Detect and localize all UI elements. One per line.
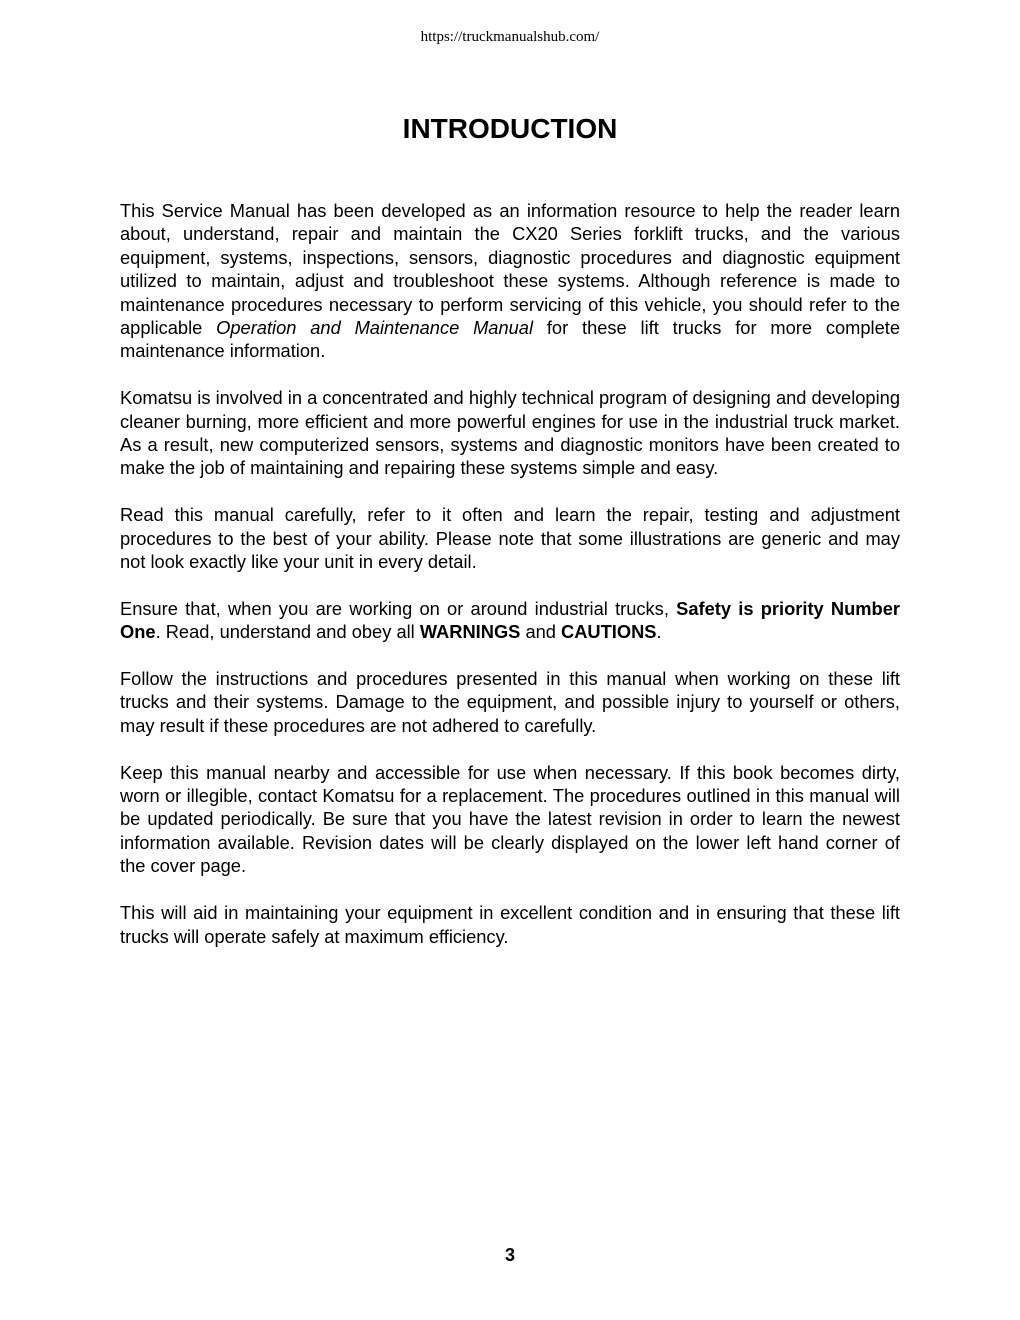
- paragraph-1: [120, 199, 900, 363]
- paragraph-4-text-c: and: [520, 621, 562, 643]
- paragraph-6: Keep this manual nearby and accessible for use when necessary. If this book becomes dirty, worn or illegible, contact Komatsu for a replacement. The procedures outlined in this manual will be updated periodically. Be sure that you have the latest revision in order to learn the newest information available. Revision dates will be clearly displayed on the lower left hand corner of the cover page.: [120, 761, 900, 877]
- document-body: [120, 199, 900, 971]
- paragraph-3: Read this manual carefully, refer to it often and learn the repair, testing and adjustment procedures to the best of your ability. Please note that some illustrations are generic and may not look exactly like your unit in every detail.: [120, 504, 900, 573]
- page-number: 3: [504, 1245, 515, 1265]
- warnings-bold: WARNINGS: [419, 621, 521, 643]
- paragraph-1-text-b: for these lift trucks for more complete maintenance information.: [120, 317, 900, 362]
- page-title: INTRODUCTION: [402, 113, 618, 144]
- manual-title-italic: Operation and Maintenance Manual: [216, 317, 534, 339]
- paragraph-4: [120, 597, 900, 644]
- cautions-bold: CAUTIONS: [561, 621, 657, 643]
- paragraph-7: This will aid in maintaining your equipment in excellent condition and in ensuring that these lift trucks will operate safely at maximum efficiency.: [120, 902, 900, 947]
- paragraph-5: Follow the instructions and procedures presented in this manual when working on these lift trucks and their systems. Damage to the equipment, and possible injury to yourself or others, may result if these procedures are not adhered to carefully.: [120, 668, 900, 736]
- header-url: https://truckmanualshub.com/: [420, 29, 600, 45]
- safety-priority-bold: Safety is priority Number One: [120, 597, 900, 643]
- paragraph-4-text-d: .: [656, 621, 662, 643]
- paragraph-4-text-b: . Read, understand and obey all: [155, 621, 420, 643]
- paragraph-4-text-a: Ensure that, when you are working on or around industrial trucks,: [120, 597, 677, 619]
- paragraph-2: Komatsu is involved in a concentrated and highly technical program of designing and developing cleaner burning, more efficient and more powerful engines for use in the industrial truck market. As a result, new computerized sensors, systems and diagnostic monitors have been created to make the job of maintaining and repairing these systems simple and easy.: [120, 387, 900, 479]
- paragraph-1-text-a: This Service Manual has been developed as an information resource to help the reader learn about, understand, repair and maintain the CX20 Series forklift trucks, and the various equipment, systems, inspections, sensors, diagnostic procedures and diagnostic equipment utilized to maintain, adjust and troubleshoot these systems. Although reference is made to maintenance procedures necessary to perform servicing of this vehicle, you should refer to the applicable: [120, 200, 900, 339]
